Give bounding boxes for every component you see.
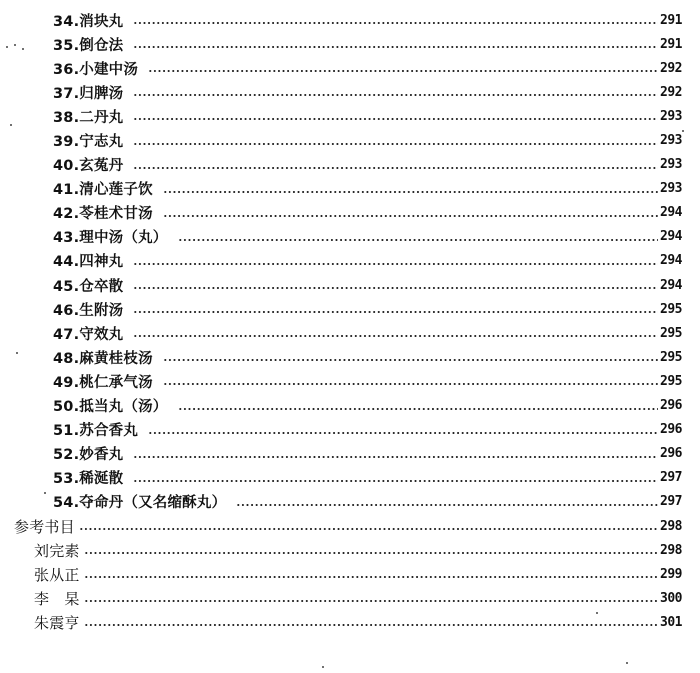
entry-title: 48.麻黄桂枝汤 <box>53 350 153 367</box>
toc-entry-36[interactable] <box>0 56 700 80</box>
toc-entry-author-zhang[interactable] <box>0 562 700 586</box>
entry-title: 47.守效丸 <box>53 326 124 343</box>
toc-entry-38[interactable] <box>0 104 700 128</box>
toc-entry-37[interactable] <box>0 80 700 104</box>
entry-title: 46.生附汤 <box>53 302 124 319</box>
scan-speck <box>596 612 598 614</box>
dot-leader <box>133 118 658 120</box>
scan-speck <box>6 46 8 48</box>
dot-leader <box>148 432 658 434</box>
page-number: 292 <box>660 84 682 100</box>
toc-entry-49[interactable] <box>0 369 700 393</box>
references-heading: 参考书目 <box>14 517 75 536</box>
dot-leader <box>133 311 658 313</box>
page-number: 295 <box>660 301 682 317</box>
dot-leader <box>84 552 658 554</box>
toc-entry-author-zhu[interactable] <box>0 610 700 634</box>
scan-speck <box>14 44 16 46</box>
entry-title: 35.倒仓法 <box>53 37 124 54</box>
entry-title: 38.二丹丸 <box>53 109 124 126</box>
page-number: 293 <box>660 133 682 149</box>
page-number: 298 <box>660 542 682 558</box>
dot-leader <box>133 287 658 289</box>
toc-entry-44[interactable] <box>0 249 700 273</box>
entry-title: 41.清心莲子饮 <box>53 182 153 199</box>
toc-entry-51[interactable] <box>0 418 700 442</box>
dot-leader <box>133 456 658 458</box>
page-number: 301 <box>660 614 682 630</box>
entry-title: 54.夺命丹（又名缩酥丸） <box>53 495 227 512</box>
dot-leader <box>163 215 658 217</box>
page-number: 296 <box>660 422 682 438</box>
toc-entry-48[interactable] <box>0 345 700 369</box>
toc-entry-40[interactable] <box>0 153 700 177</box>
dot-leader <box>163 383 658 385</box>
page-number: 298 <box>660 518 682 534</box>
toc-entry-53[interactable] <box>0 466 700 490</box>
toc-entry-34[interactable] <box>0 8 700 32</box>
dot-leader <box>133 263 658 265</box>
page-number: 293 <box>660 181 682 197</box>
dot-leader <box>133 22 658 24</box>
scan-speck <box>626 662 628 664</box>
scan-speck <box>10 124 12 126</box>
entry-title: 44.四神丸 <box>53 254 124 271</box>
entry-title: 36.小建中汤 <box>53 61 139 78</box>
dot-leader <box>148 70 658 72</box>
dot-leader <box>84 600 658 602</box>
scan-speck <box>322 666 324 668</box>
page-number: 292 <box>660 60 682 76</box>
entry-title: 34.消块丸 <box>53 13 124 30</box>
dot-leader <box>133 143 658 145</box>
entry-title: 45.仓卒散 <box>53 278 124 295</box>
toc-entry-50[interactable] <box>0 394 700 418</box>
dot-leader <box>178 408 659 410</box>
entry-title: 40.玄菟丹 <box>53 158 124 175</box>
entry-title: 53.稀涎散 <box>53 471 124 488</box>
scan-speck <box>682 130 684 132</box>
toc-entry-author-li[interactable] <box>0 586 700 610</box>
entry-title: 39.宁志丸 <box>53 134 124 151</box>
dot-leader <box>133 94 658 96</box>
page-number: 296 <box>660 446 682 462</box>
toc-entry-42[interactable] <box>0 201 700 225</box>
toc-entry-46[interactable] <box>0 297 700 321</box>
dot-leader <box>178 239 659 241</box>
dot-leader <box>163 191 658 193</box>
dot-leader <box>163 359 658 361</box>
entry-title: 49.桃仁承气汤 <box>53 374 153 391</box>
dot-leader <box>84 576 658 578</box>
toc-entry-references[interactable] <box>0 514 700 538</box>
entry-title: 37.归脾汤 <box>53 85 124 102</box>
toc-entry-41[interactable] <box>0 177 700 201</box>
toc-entry-43[interactable] <box>0 225 700 249</box>
page-number: 294 <box>660 205 682 221</box>
page-number: 297 <box>660 494 682 510</box>
dot-leader <box>133 167 658 169</box>
entry-title: 50.抵当丸（汤） <box>53 399 168 416</box>
toc-entry-author-liu[interactable] <box>0 538 700 562</box>
page-number: 299 <box>660 566 682 582</box>
entry-title: 42.苓桂术甘汤 <box>53 206 153 223</box>
page-number: 295 <box>660 349 682 365</box>
dot-leader <box>236 504 658 506</box>
page-number: 294 <box>660 253 682 269</box>
dot-leader <box>79 528 658 530</box>
author-name: 张从正 <box>34 565 80 584</box>
dot-leader <box>84 624 658 626</box>
scan-speck <box>16 352 18 354</box>
page-number: 291 <box>660 12 682 28</box>
toc-entry-45[interactable] <box>0 273 700 297</box>
page-number: 293 <box>660 157 682 173</box>
dot-leader <box>133 46 658 48</box>
scan-speck <box>44 492 46 494</box>
toc-entry-54[interactable] <box>0 490 700 514</box>
dot-leader <box>133 480 658 482</box>
page-number: 297 <box>660 470 682 486</box>
entry-title: 43.理中汤（丸） <box>53 230 168 247</box>
author-name: 刘完素 <box>34 541 80 560</box>
page-number: 295 <box>660 325 682 341</box>
toc-entry-35[interactable] <box>0 32 700 56</box>
page-number: 294 <box>660 229 682 245</box>
entry-title: 51.苏合香丸 <box>53 423 139 440</box>
author-name: 李 杲 <box>34 589 80 608</box>
entry-title: 52.妙香丸 <box>53 447 124 464</box>
page-number: 293 <box>660 108 682 124</box>
author-name: 朱震亨 <box>34 613 80 632</box>
toc-entry-47[interactable] <box>0 321 700 345</box>
page-number: 291 <box>660 36 682 52</box>
table-of-contents <box>0 8 700 634</box>
dot-leader <box>133 335 658 337</box>
page-number: 294 <box>660 277 682 293</box>
scan-speck <box>548 94 550 96</box>
page-number: 295 <box>660 373 682 389</box>
toc-entry-39[interactable] <box>0 128 700 152</box>
page-number: 296 <box>660 398 682 414</box>
toc-entry-52[interactable] <box>0 442 700 466</box>
scan-speck <box>22 48 24 50</box>
page-number: 300 <box>660 590 682 606</box>
